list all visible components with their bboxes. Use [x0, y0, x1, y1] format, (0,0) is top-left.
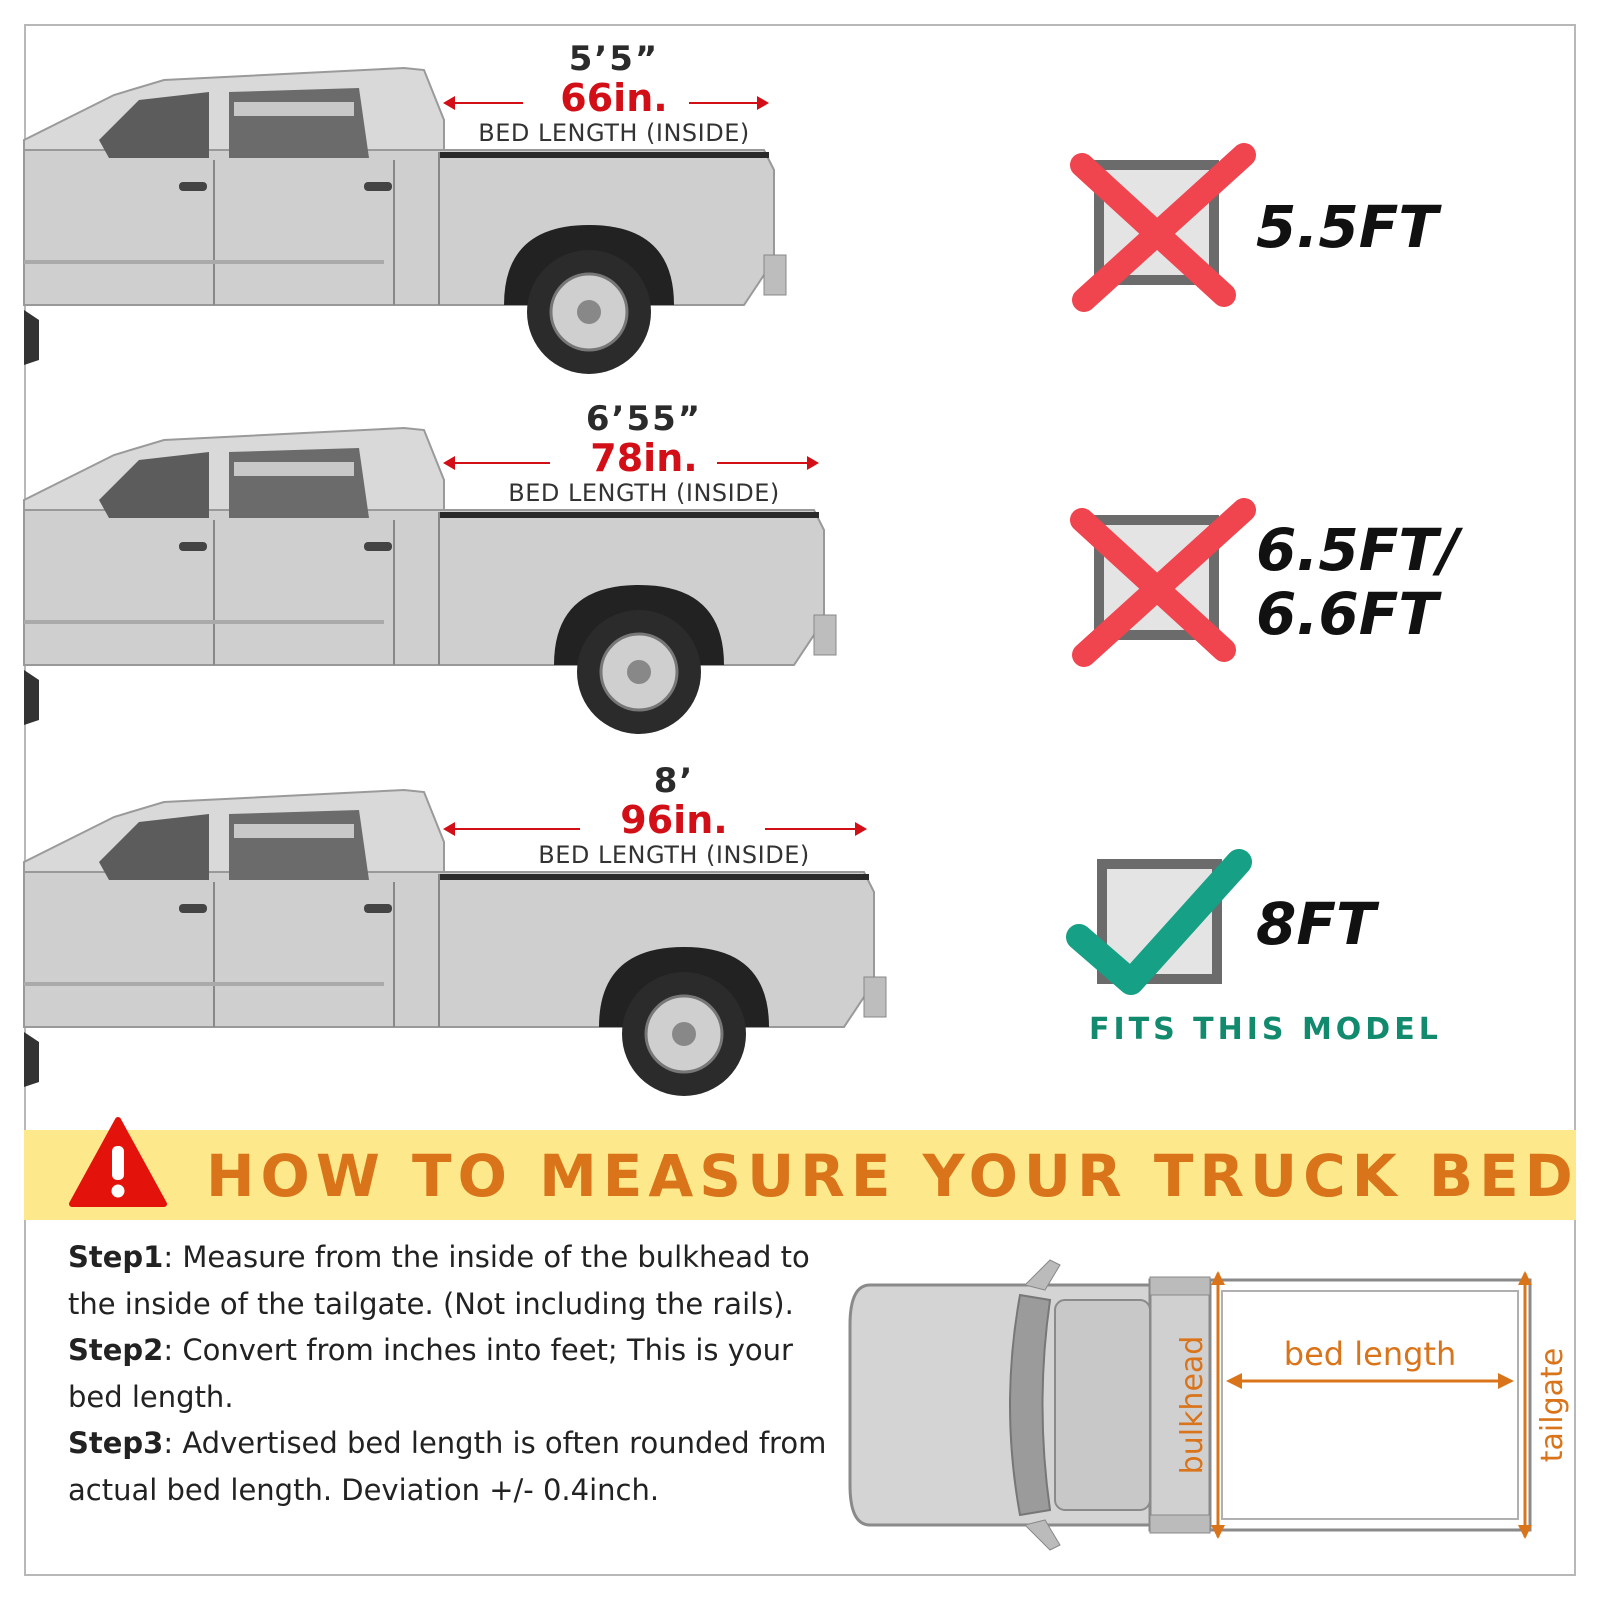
size-label-8ft: 8FT: [1256, 890, 1376, 958]
size-label-5-5ft: 5.5FT: [1256, 193, 1438, 261]
size-label-line-2: 6.6FT: [1256, 580, 1438, 648]
bed-length-ft-in: 8’: [653, 761, 695, 801]
bed-measurement-1: [464, 40, 764, 148]
x-mark-icon: [1064, 145, 1264, 315]
size-label-line-1: 6.5FT/: [1256, 516, 1460, 584]
truck-row-2: [24, 400, 1576, 740]
measure-banner: [24, 1130, 1579, 1220]
bed-length-label: BED LENGTH (INSIDE): [478, 119, 750, 147]
bed-measurement-2: [494, 400, 794, 508]
step-text: : Advertised bed length is often rounded from actual bed length. Deviation +/- 0.4inch.: [68, 1426, 827, 1507]
bed-length-inches: 66in.: [560, 76, 668, 120]
step-title: Step3: [68, 1426, 164, 1460]
x-mark-icon: [1064, 500, 1264, 670]
warning-icon: [68, 1114, 168, 1210]
truck-row-3: [24, 762, 1576, 1112]
step-3: [68, 1420, 828, 1513]
check-mark-icon: [1059, 842, 1269, 1017]
bulkhead-label: bulkhead: [1175, 1335, 1210, 1475]
step-1: [68, 1234, 828, 1327]
banner-title: HOW TO MEASURE YOUR TRUCK BED: [206, 1142, 1579, 1210]
arrow-right-icon: [717, 462, 817, 464]
arrow-left-icon: [445, 102, 523, 104]
step-2: [68, 1327, 828, 1420]
truck-top-view-diagram: [850, 1255, 1570, 1555]
step-title: Step2: [68, 1333, 164, 1367]
bed-length-ft-in: 5’5”: [568, 39, 660, 79]
bed-measurement-3: [524, 762, 824, 870]
bed-length-label: BED LENGTH (INSIDE): [508, 479, 780, 507]
bed-length-label: BED LENGTH (INSIDE): [538, 841, 810, 869]
step-title: Step1: [68, 1240, 164, 1274]
step-text: : Convert from inches into feet; This is your bed length.: [68, 1333, 793, 1414]
fits-model-label: FITS THIS MODEL: [1089, 1012, 1442, 1047]
tailgate-label: tailgate: [1535, 1347, 1570, 1463]
arrow-left-icon: [445, 828, 580, 830]
step-text: : Measure from the inside of the bulkhead to the inside of the tailgate. (Not including the rails).: [68, 1240, 810, 1321]
steps-list: [68, 1234, 828, 1513]
arrow-right-icon: [765, 828, 865, 830]
truck-row-1: [24, 40, 1576, 370]
bed-length-inches: 78in.: [590, 436, 698, 480]
bed-length-label: bed length: [1283, 1335, 1457, 1373]
size-label-6-5ft: [1256, 518, 1459, 646]
arrow-left-icon: [445, 462, 550, 464]
arrow-right-icon: [689, 102, 767, 104]
bed-length-ft-in: 6’55”: [585, 399, 703, 439]
bed-length-inches: 96in.: [620, 798, 728, 842]
